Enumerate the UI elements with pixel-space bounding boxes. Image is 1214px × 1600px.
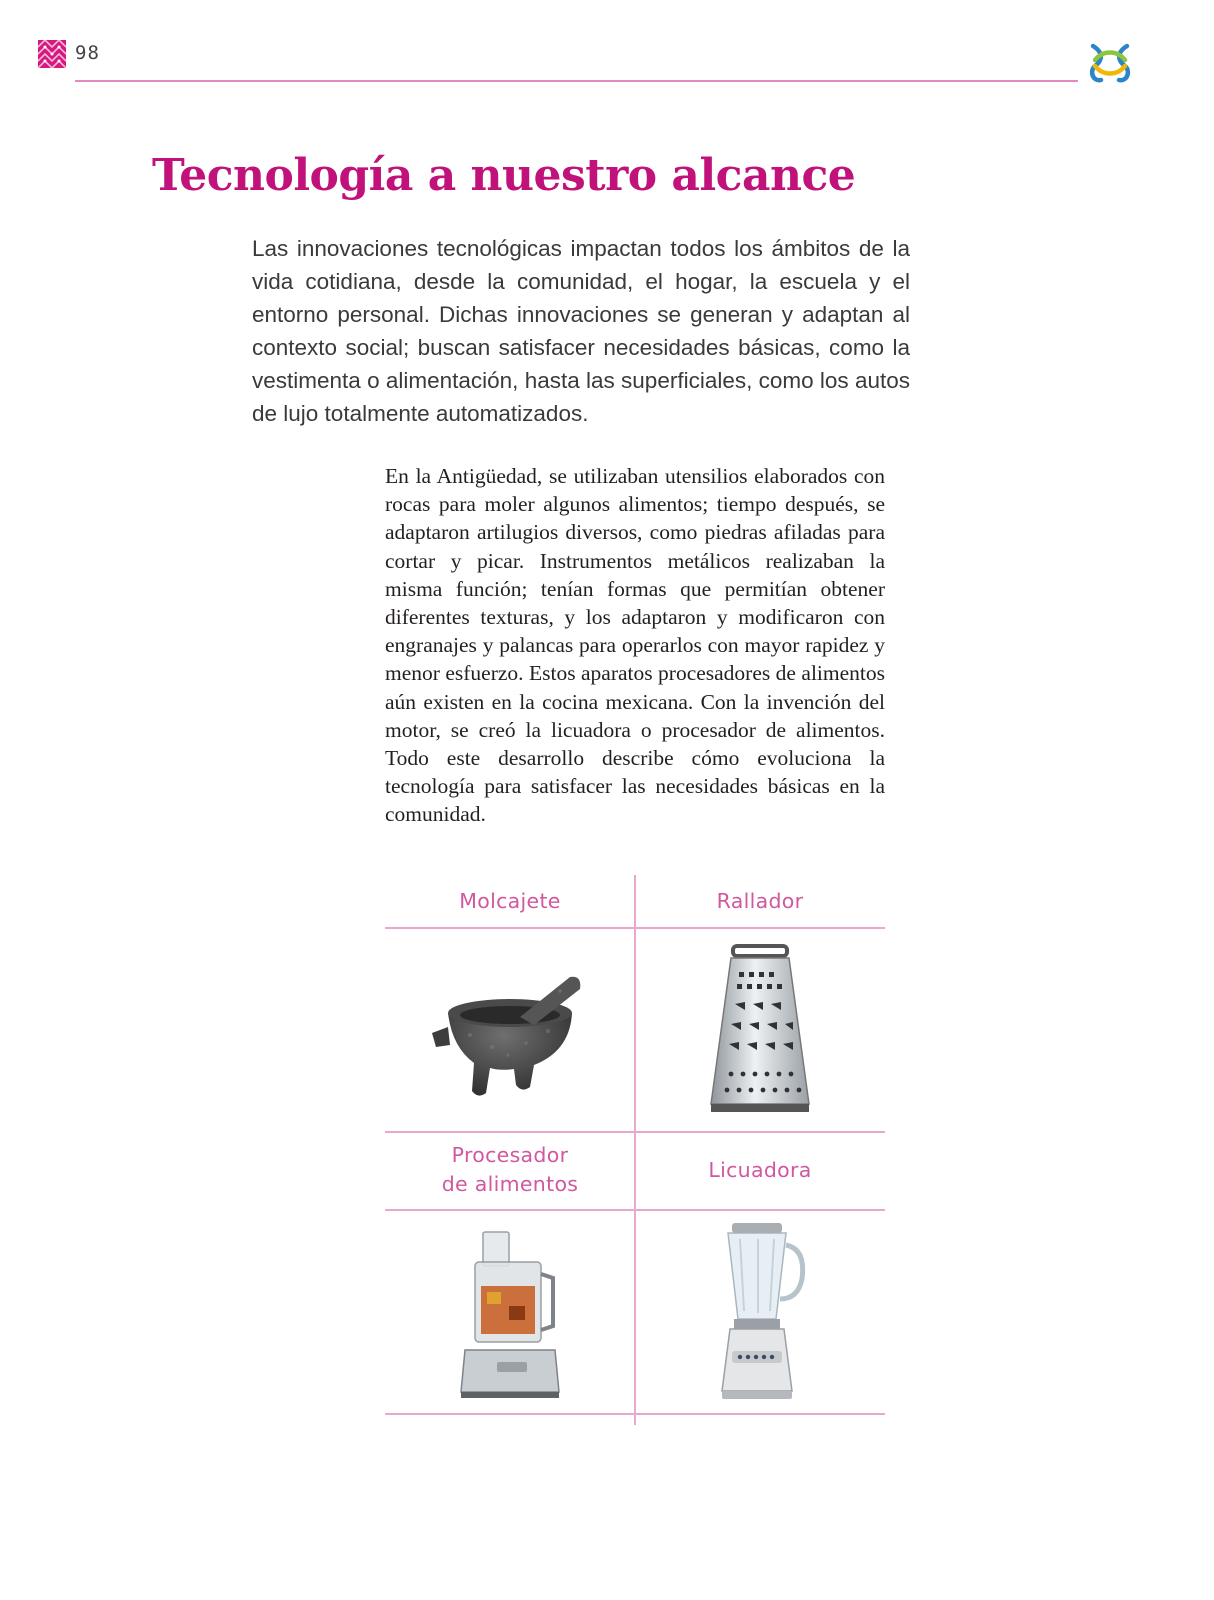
blender-icon	[710, 1219, 810, 1405]
table-divider	[385, 1413, 885, 1415]
grater-image	[635, 929, 885, 1131]
food-processor-image	[385, 1211, 635, 1413]
food-processor-icon	[455, 1222, 565, 1402]
label-molcajete: Molcajete	[459, 888, 561, 913]
body-paragraph: En la Antigüedad, se utilizaban utensilios elaborados con rocas para moler algunos alimentos; tiempo después, se adaptaron artilugios diversos, como piedras afiladas para cortar y picar. Instrumentos metálicos realizaban la misma función; tenían formas que permitían obtener diferentes texturas, y los adaptaron y modificaron con engranajes y palancas para operarlos con mayor rapidez y menor esfuerzo. Estos aparatos procesadores de alimentos aún existen en la cocina mexicana. Con la invención del motor, se creó la licuadora o procesador de alimentos. Todo este desarrollo describe cómo evoluciona la tecnología para satisfacer las necesidades básicas en la comunidad.	[385, 464, 885, 827]
label-licuadora: Licuadora	[708, 1157, 812, 1182]
intro-paragraph: Las innovaciones tecnológicas impactan todos los ámbitos de la vida cotidiana, desde la comunidad, el hogar, la escuela y el entorno personal. Dichas innovaciones se generan y adaptan al contexto social; buscan satisfacer necesidades básicas, como la vestimenta o alimentación, hasta las superficiales, como los autos de lujo totalmente automatizados.	[252, 236, 910, 426]
page-title: Tecnología a nuestro alcance	[152, 150, 856, 201]
utensils-table	[385, 875, 885, 1425]
grater-icon	[705, 944, 815, 1116]
label-procesador	[385, 1131, 635, 1209]
page-number: 98	[75, 42, 100, 64]
molcajete-icon	[430, 955, 590, 1105]
textile-pattern-icon	[38, 40, 66, 68]
blender-image	[635, 1211, 885, 1413]
molcajete-image	[385, 929, 635, 1131]
label-rallador: Rallador	[716, 888, 804, 913]
header-divider	[75, 80, 1078, 82]
knot-logo-icon	[1085, 38, 1135, 88]
label-procesador-text: Procesador de alimentos	[441, 1143, 579, 1196]
